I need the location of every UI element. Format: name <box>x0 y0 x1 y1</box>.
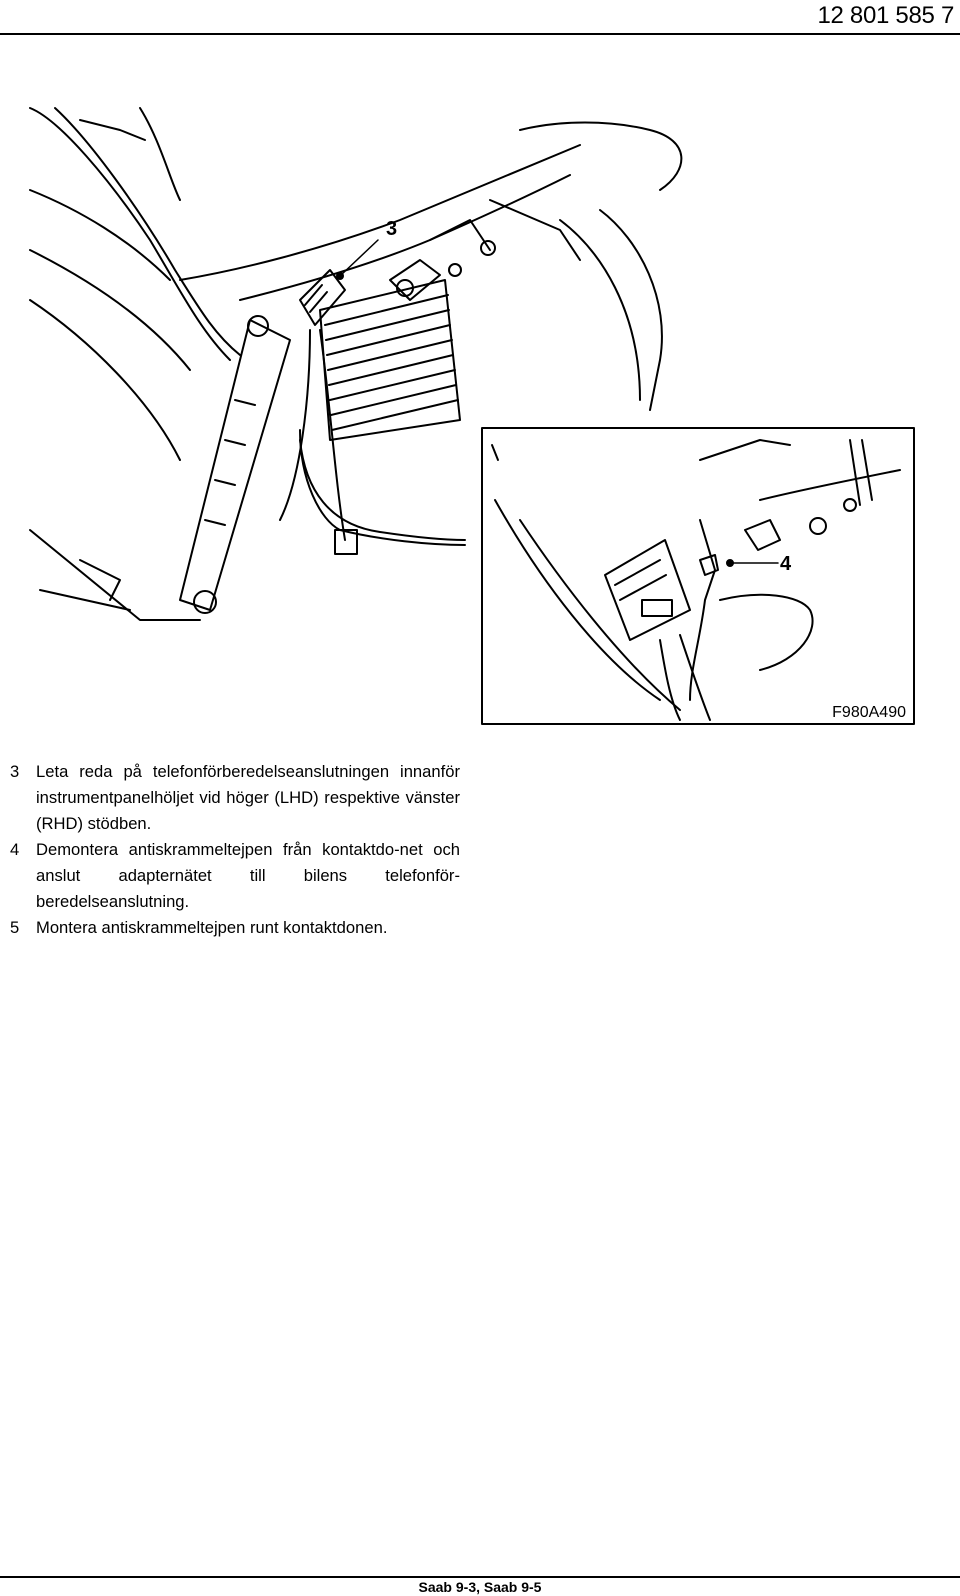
step-number: 5 <box>10 918 20 937</box>
footer-vehicle-models: Saab 9-3, Saab 9-5 <box>418 1579 542 1595</box>
instruction-list <box>10 759 460 941</box>
instruction-step <box>10 837 460 915</box>
footer-rule <box>0 1576 960 1578</box>
callout-4: 4 <box>780 553 792 575</box>
header-rule <box>0 33 960 35</box>
step-text: Montera antiskrammeltejpen runt kontaktdonen. <box>36 918 388 937</box>
figure-id: F980A490 <box>832 704 906 721</box>
installation-illustration <box>0 100 960 740</box>
document-number: 12 801 585 7 <box>817 2 954 29</box>
callout-3: 3 <box>386 218 398 240</box>
instruction-step <box>10 759 460 837</box>
step-text: Demontera antiskrammeltejpen från kontaktdo-net och anslut adapternätet till bilens telefonför-beredelseanslutning. <box>36 840 460 911</box>
step-number: 4 <box>10 840 20 859</box>
instruction-step <box>10 915 460 941</box>
step-text: Leta reda på telefonförberedelseanslutningen innanför instrumentpanelhöljet vid höger (LHD) respektive vänster (RHD) stödben. <box>36 762 460 833</box>
step-number: 3 <box>10 762 20 781</box>
inset-drawing <box>482 428 914 724</box>
